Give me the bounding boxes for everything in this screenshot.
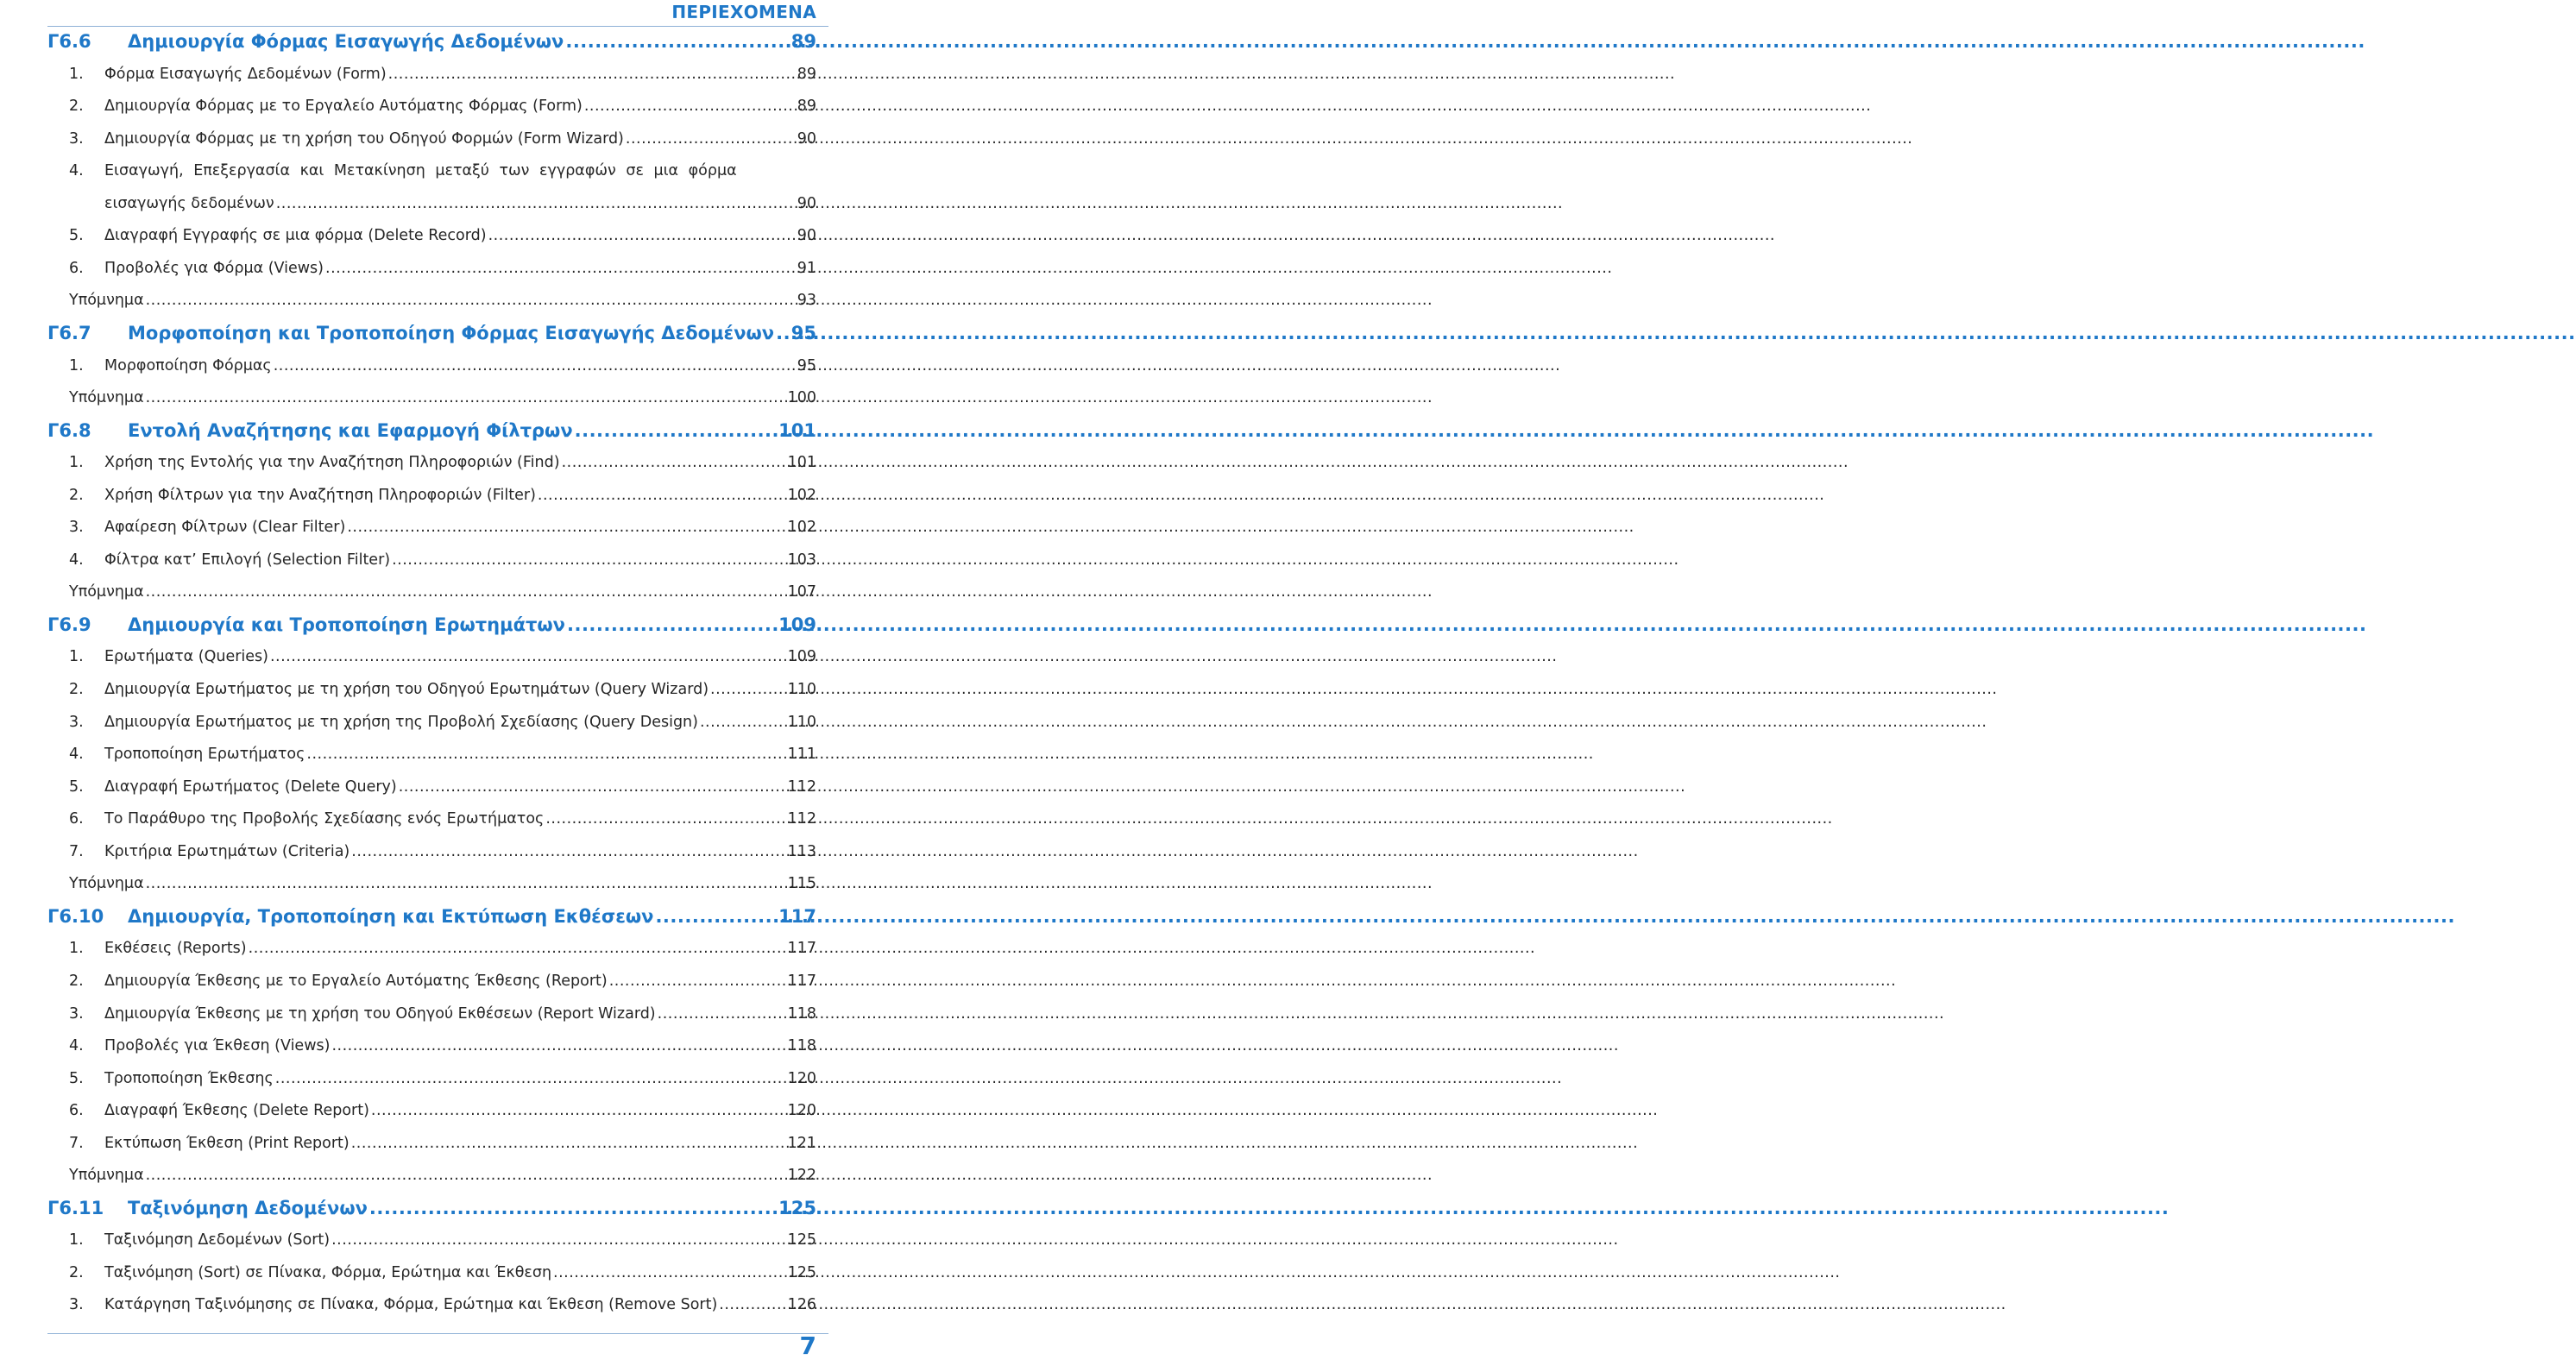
toc-entry-page: 91: [797, 259, 816, 277]
toc-item: [0, 1224, 828, 1256]
toc-entry-title: Ερωτήματα (Queries): [104, 648, 268, 666]
toc-dot-leader: [584, 98, 796, 115]
toc-dot-leader: [306, 746, 785, 763]
toc-legend-entry: [0, 576, 828, 607]
toc-entry-title: Το Παράθυρο της Προβολής Σχεδίασης ενός Ερωτήματος: [104, 810, 545, 828]
toc-item-number: 2.: [69, 972, 84, 990]
toc-entry-fill: [104, 1005, 816, 1023]
toc-entry-title: Ταξινόμηση (Sort) σε Πίνακα, Φόρμα, Ερώτημα και Έκθεση: [104, 1263, 552, 1281]
toc-item-continuation: [0, 188, 828, 219]
toc-item-number: 3.: [69, 1296, 84, 1314]
toc-item-number: 4.: [69, 1037, 84, 1055]
toc-item: [0, 220, 828, 251]
toc-item-number: 3.: [69, 129, 84, 148]
toc-item-number: 7.: [69, 1134, 84, 1152]
toc-item: [0, 641, 828, 672]
toc-item: [0, 545, 828, 576]
toc-entry-page: 95: [797, 356, 816, 375]
toc-entry-page: 125: [787, 1263, 816, 1281]
toc-entry-fill: [104, 714, 816, 731]
toc-entry-page: 120: [787, 1069, 816, 1087]
toc-entry-page: 126: [787, 1296, 816, 1314]
toc-entry-fill: [104, 843, 816, 860]
toc-entry-title: Υπόμνημα: [69, 583, 144, 601]
toc-item: [0, 707, 828, 738]
toc-entry-page: 100: [787, 389, 816, 407]
toc-entry-title: Υπόμνημα: [69, 875, 144, 893]
toc-entry-fill: [104, 940, 816, 957]
toc-legend-entry: [0, 1160, 828, 1191]
toc-dot-leader: [146, 583, 786, 601]
toc-chapter-number: Γ6.11: [47, 1197, 104, 1218]
toc-chapter-heading: [0, 1193, 828, 1224]
toc-item: [0, 1289, 828, 1320]
toc-entry-fill: [128, 31, 816, 52]
toc-entry-fill: [128, 323, 816, 343]
toc-entry-title: Φόρμα Εισαγωγής Δεδομένων (Form): [104, 65, 387, 83]
toc-item: [0, 1095, 828, 1126]
toc-entry-title: Τροποποίηση Ερωτήματος: [104, 746, 305, 764]
page-number: 7: [799, 1331, 816, 1360]
toc-chapter-heading: [0, 901, 828, 932]
toc-entry-title: Δημιουργία Φόρμας με τη χρήση του Οδηγού Φορμών (Form Wizard): [104, 129, 624, 148]
toc-dot-leader: [351, 843, 785, 860]
toc-dot-leader: [371, 1102, 786, 1119]
toc-item: [0, 933, 828, 964]
toc-entry-fill: [128, 906, 816, 927]
toc-dot-leader: [710, 681, 786, 698]
toc-dot-leader: [249, 940, 786, 957]
toc-item-number: 6.: [69, 810, 84, 828]
toc-entry-title: Δημιουργία Έκθεσης με το Εργαλείο Αυτόματης Έκθεσης (Report): [104, 972, 608, 990]
toc-entry-page: 121: [787, 1134, 816, 1152]
toc-dot-leader: [274, 357, 796, 375]
toc-dot-leader: [146, 389, 786, 406]
toc-entry-title: Διαγραφή Εγγραφής σε μια φόρμα (Delete Record): [104, 227, 487, 245]
toc-entry-title: Κατάργηση Ταξινόμησης σε Πίνακα, Φόρμα, Ερώτημα και Έκθεση (Remove Sort): [104, 1296, 718, 1314]
toc-item: [0, 512, 828, 543]
toc-entry-title: Δημιουργία Φόρμας Εισαγωγής Δεδομένων: [128, 31, 564, 52]
toc-entry-fill: [128, 1198, 816, 1218]
toc-entry-title: Εκτύπωση Έκθεση (Print Report): [104, 1134, 350, 1152]
toc-entry-title: Μορφοποίηση και Τροποποίηση Φόρμας Εισαγωγής Δεδομένων: [128, 322, 775, 343]
toc-entry-title: Προβολές για Φόρμα (Views): [104, 259, 324, 277]
toc-entry-page: 117: [778, 905, 816, 927]
toc-entry-fill: [104, 1102, 816, 1119]
toc-item-number: 2.: [69, 98, 84, 116]
toc-entry-fill: [104, 1135, 816, 1152]
toc-entry-page: 102: [787, 486, 816, 504]
toc-dot-leader: [276, 195, 796, 212]
toc-item: [0, 998, 828, 1029]
toc-dot-leader: [655, 906, 777, 927]
toc-item-number: 1.: [69, 454, 84, 472]
toc-entry-fill: [104, 551, 816, 569]
toc-dot-leader: [331, 1231, 786, 1249]
toc-dot-leader: [565, 31, 789, 52]
toc-item-number: 1.: [69, 1231, 84, 1250]
toc-entry-fill: [69, 1167, 816, 1184]
toc-dot-leader: [325, 260, 796, 277]
toc-item-number: 1.: [69, 648, 84, 666]
toc-dot-leader: [562, 454, 786, 471]
toc-entry-fill: [104, 648, 816, 665]
toc-dot-leader: [146, 875, 786, 892]
toc-entry-fill: [104, 357, 816, 375]
toc-dot-leader: [658, 1005, 786, 1023]
toc-item: [0, 1030, 828, 1061]
toc-entry-fill: [69, 292, 816, 309]
footer-divider: [47, 1333, 828, 1334]
toc-dot-leader: [399, 778, 786, 796]
toc-entry-page: 90: [797, 129, 816, 148]
toc-entry-page: 95: [790, 322, 816, 343]
toc-chapter-number: Γ6.9: [47, 614, 91, 635]
toc-dot-leader: [545, 810, 785, 828]
toc-entry-fill: [104, 973, 816, 990]
toc-entry-fill: [104, 260, 816, 277]
toc-chapter-heading: [0, 609, 828, 640]
toc-entry-page: 110: [787, 681, 816, 698]
toc-dot-leader: [575, 420, 778, 441]
toc-entry-title: Δημιουργία Φόρμας με το Εργαλείο Αυτόματης Φόρμας (Form): [104, 98, 583, 116]
toc-entry-page: 103: [787, 551, 816, 569]
toc-entry-title: Δημιουργία Έκθεσης με τη χρήση του Οδηγού Εκθέσεων (Report Wizard): [104, 1004, 656, 1023]
toc-entry-page: 112: [787, 777, 816, 796]
toc-item: [0, 1128, 828, 1159]
toc-item: [0, 59, 828, 90]
toc-item-number: 5.: [69, 227, 84, 245]
toc-item: [0, 91, 828, 122]
toc-dot-leader: [626, 130, 796, 148]
toc-dot-leader: [488, 227, 796, 244]
toc-entry-page: 93: [797, 292, 816, 310]
toc-entry-page: 107: [787, 583, 816, 601]
toc-item: [0, 350, 828, 381]
toc-entry-fill: [69, 389, 816, 406]
toc-item: [0, 739, 828, 770]
toc-item: [0, 803, 828, 834]
toc-item-number: 7.: [69, 842, 84, 860]
page-header-title: ΠΕΡΙΕΧΟΜΕΝΑ: [671, 2, 816, 22]
toc-entry-fill: [128, 614, 816, 635]
toc-entry-fill: [104, 195, 816, 212]
toc-item-number: 4.: [69, 162, 84, 180]
toc-entry-page: 120: [787, 1102, 816, 1120]
toc-entry-fill: [104, 519, 816, 536]
toc-legend-entry: [0, 382, 828, 413]
toc-entry-fill: [104, 227, 816, 244]
toc-entry-page: 118: [787, 1004, 816, 1023]
toc-entry-title-line1: Εισαγωγή, Επεξεργασία και Μετακίνηση μεταξύ των εγγραφών σε μια φόρμα: [104, 162, 737, 180]
toc-entry-title: Προβολές για Έκθεση (Views): [104, 1037, 331, 1055]
toc-entry-title: Ταξινόμηση Δεδομένων (Sort): [104, 1231, 331, 1250]
toc-item: [0, 771, 828, 803]
toc-entry-page: 125: [787, 1231, 816, 1250]
toc-entry-fill: [104, 746, 816, 763]
toc-entry-title: Μορφοποίηση Φόρμας: [104, 356, 272, 375]
toc-legend-entry: [0, 868, 828, 899]
toc-entry-fill: [104, 681, 816, 698]
toc-dot-leader: [275, 1070, 786, 1087]
toc-dot-leader: [553, 1264, 786, 1281]
toc-entry-fill: [128, 420, 816, 441]
toc-entry-title: Τροποποίηση Έκθεσης: [104, 1069, 274, 1087]
toc-dot-leader: [369, 1198, 777, 1218]
toc-entry-title: Εκθέσεις (Reports): [104, 940, 247, 958]
toc-item: [0, 1257, 828, 1288]
toc-item-number: 4.: [69, 746, 84, 764]
toc-item: [0, 155, 828, 186]
toc-entry-fill: [104, 810, 816, 828]
toc-entry-title: εισαγωγής δεδομένων: [104, 194, 274, 212]
toc-chapter-number: Γ6.7: [47, 322, 91, 343]
toc-dot-leader: [388, 66, 796, 83]
toc-entry-fill: [69, 583, 816, 601]
toc-entry-page: 117: [787, 940, 816, 958]
toc-entry-page: 89: [797, 98, 816, 116]
toc-dot-leader: [347, 519, 785, 536]
toc-entry-page: 118: [787, 1037, 816, 1055]
toc-item-number: 6.: [69, 1102, 84, 1120]
toc-item-number: 2.: [69, 681, 84, 698]
toc-dot-leader: [776, 323, 790, 343]
toc-entry-fill: [104, 1070, 816, 1087]
toc-dot-leader: [719, 1296, 785, 1313]
toc-entry-fill: [104, 1231, 816, 1249]
toc-entry-page: 122: [787, 1167, 816, 1185]
toc-item-number: 5.: [69, 777, 84, 796]
toc-chapter-number: Γ6.6: [47, 31, 91, 52]
toc-entry-fill: [104, 1037, 816, 1054]
toc-item: [0, 253, 828, 284]
toc-item-number: 5.: [69, 1069, 84, 1087]
toc-entry-page: 117: [787, 972, 816, 990]
toc-entry-fill: [69, 875, 816, 892]
toc-item-number: 1.: [69, 356, 84, 375]
toc-entry-page: 125: [778, 1197, 816, 1218]
toc-dot-leader: [270, 648, 786, 665]
toc-entry-page: 109: [778, 614, 816, 635]
toc-entry-fill: [104, 487, 816, 504]
toc-entry-fill: [104, 130, 816, 148]
toc-entry-page: 113: [787, 842, 816, 860]
toc-dot-leader: [567, 614, 777, 635]
toc-entry-title: Φίλτρα κατ’ Επιλογή (Selection Filter): [104, 551, 391, 569]
toc-entry-title: Αφαίρεση Φίλτρων (Clear Filter): [104, 519, 346, 537]
toc-entry-page: 89: [797, 65, 816, 83]
toc-dot-leader: [331, 1037, 785, 1054]
toc-entry-page: 89: [790, 31, 816, 52]
toc-item: [0, 966, 828, 997]
toc-entry-page: 112: [787, 810, 816, 828]
toc-entry-page: 115: [787, 875, 816, 893]
toc-entry-page: 90: [797, 194, 816, 212]
toc-dot-leader: [146, 1167, 786, 1184]
toc-entry-title: Διαγραφή Ερωτήματος (Delete Query): [104, 777, 397, 796]
toc-entry-page: 90: [797, 227, 816, 245]
toc-entry-fill: [104, 66, 816, 83]
toc-entry-fill: [104, 778, 816, 796]
toc-dot-leader: [392, 551, 785, 569]
toc-dot-leader: [351, 1135, 786, 1152]
toc-chapter-heading: [0, 415, 828, 446]
toc-item-number: 6.: [69, 259, 84, 277]
toc-item-number: 3.: [69, 519, 84, 537]
toc-item-number: 4.: [69, 551, 84, 569]
toc-entry-title: Δημιουργία Ερωτήματος με τη χρήση της Προβολή Σχεδίασης (Query Design): [104, 713, 698, 731]
toc-entry-title: Υπόμνημα: [69, 389, 144, 407]
toc-chapter-heading: [0, 318, 828, 349]
toc-entry-page: 101: [778, 419, 816, 441]
toc-item-number: 2.: [69, 486, 84, 504]
toc-entry-title: Κριτήρια Ερωτημάτων (Criteria): [104, 842, 350, 860]
toc-entry-page: 111: [787, 746, 816, 764]
toc-item-number: 1.: [69, 940, 84, 958]
toc-dot-leader: [700, 714, 786, 731]
toc-entry-page: 101: [787, 454, 816, 472]
toc-entry-title: Υπόμνημα: [69, 292, 144, 310]
toc-entry-title: Χρήση Φίλτρων για την Αναζήτηση Πληροφοριών (Filter): [104, 486, 536, 504]
toc-chapter-number: Γ6.8: [47, 419, 91, 441]
toc-chapter-number: Γ6.10: [47, 905, 104, 927]
toc-entry-title: Ταξινόμηση Δεδομένων: [128, 1197, 368, 1218]
toc-dot-leader: [146, 292, 796, 309]
toc-entry-title: Δημιουργία και Τροποποίηση Ερωτημάτων: [128, 614, 565, 635]
toc-item-number: 1.: [69, 65, 84, 83]
toc-dot-leader: [538, 487, 786, 504]
toc-entry-title: Δημιουργία, Τροποποίηση και Εκτύπωση Εκθέσεων: [128, 905, 654, 927]
toc-item: [0, 447, 828, 478]
toc-item: [0, 836, 828, 867]
toc-item-number: 2.: [69, 1263, 84, 1281]
toc-entry-fill: [104, 1296, 816, 1313]
toc-entry-title: Εντολή Αναζήτησης και Εφαρμογή Φίλτρων: [128, 419, 573, 441]
toc-entry-title: Δημιουργία Ερωτήματος με τη χρήση του Οδηγού Ερωτημάτων (Query Wizard): [104, 681, 709, 698]
toc-entry-fill: [104, 454, 816, 471]
toc-entry-title: Χρήση της Εντολής για την Αναζήτηση Πληροφοριών (Find): [104, 454, 560, 472]
toc-entry-page: 102: [787, 519, 816, 537]
toc-item: [0, 1063, 828, 1094]
toc-entry-fill: [104, 98, 816, 115]
toc-entry-title: Διαγραφή Έκθεσης (Delete Report): [104, 1102, 369, 1120]
toc-legend-entry: [0, 285, 828, 316]
toc-item: [0, 674, 828, 705]
toc-item: [0, 480, 828, 511]
toc-dot-leader: [609, 973, 786, 990]
toc-item: [0, 123, 828, 154]
toc-entry-fill: [104, 1264, 816, 1281]
toc-entry-title: Υπόμνημα: [69, 1167, 144, 1185]
toc-item-number: 3.: [69, 1004, 84, 1023]
toc-item-number: 3.: [69, 713, 84, 731]
toc-chapter-heading: [0, 26, 828, 57]
toc-entry-page: 109: [787, 648, 816, 666]
toc-entry-page: 110: [787, 713, 816, 731]
